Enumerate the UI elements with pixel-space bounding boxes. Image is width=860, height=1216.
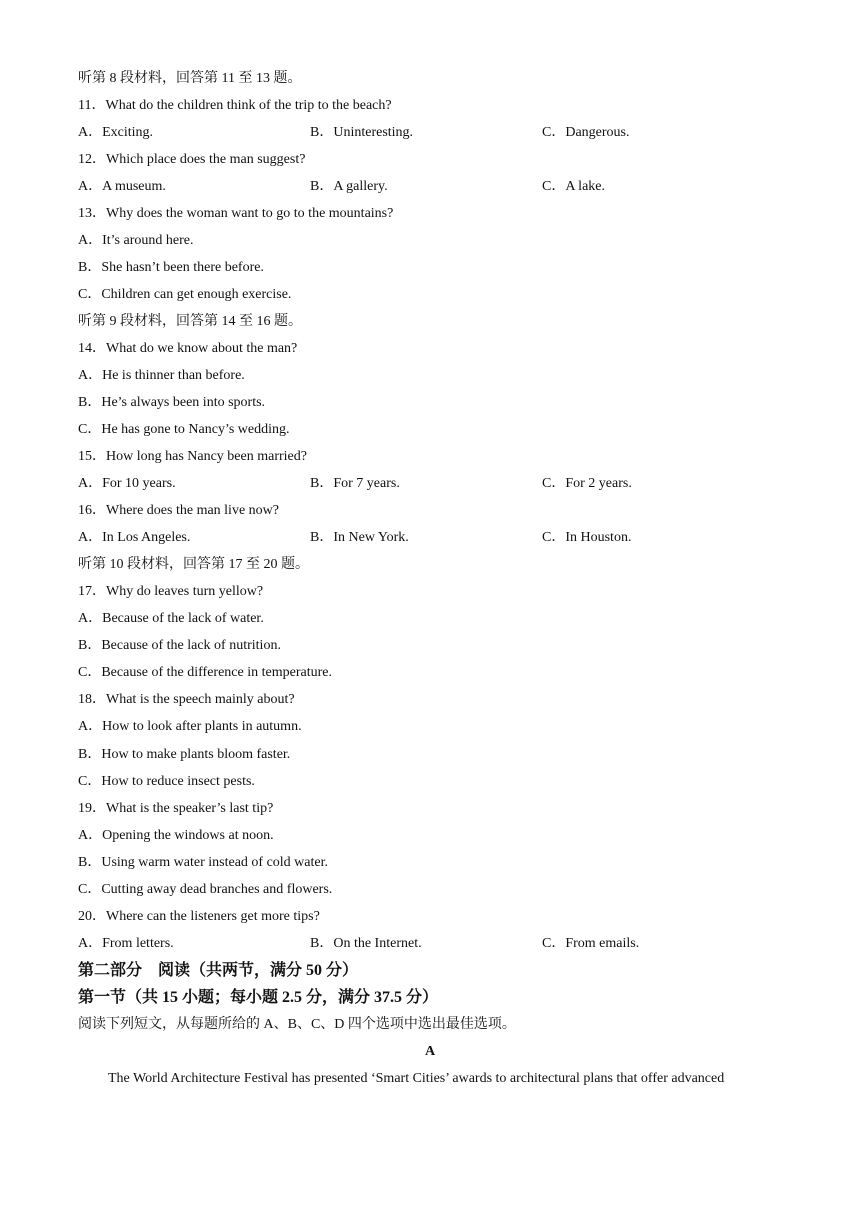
- section-10-intro: 听第 10 段材料，回答第 17 至 20 题。: [78, 557, 309, 572]
- question-13-option-c: C．Children can get enough exercise.: [78, 287, 292, 302]
- reading-instructions: 阅读下列短文，从每题所给的 A、B、C、D 四个选项中选出最佳选项。: [78, 1017, 516, 1032]
- question-15-option-a: A．For 10 years.: [78, 476, 176, 491]
- question-20-option-c: C．From emails.: [542, 936, 640, 951]
- question-12-option-c: C．A lake.: [542, 179, 605, 194]
- question-18-option-c: C．How to reduce insect pests.: [78, 774, 255, 789]
- question-18-stem: 18．What is the speech mainly about?: [78, 692, 295, 707]
- question-11-option-b: B．Uninteresting.: [310, 125, 414, 140]
- question-19-option-c: C．Cutting away dead branches and flowers.: [78, 882, 333, 897]
- part-2-heading: 第二部分 阅读（共两节，满分 50 分）: [78, 962, 359, 979]
- question-20-option-b: B．On the Internet.: [310, 936, 422, 951]
- question-16-option-b: B．In New York.: [310, 530, 409, 545]
- question-13-option-b: B．She hasn’t been there before.: [78, 260, 264, 275]
- question-19-option-b: B．Using warm water instead of cold water.: [78, 855, 328, 870]
- question-17-stem: 17．Why do leaves turn yellow?: [78, 584, 264, 599]
- question-17-option-c: C．Because of the difference in temperature.: [78, 665, 332, 680]
- question-13-option-a: A．It’s around here.: [78, 233, 194, 248]
- section-8-intro: 听第 8 段材料，回答第 11 至 13 题。: [78, 71, 302, 86]
- question-18-option-b: B．How to make plants bloom faster.: [78, 747, 291, 762]
- question-19-stem: 19．What is the speaker’s last tip?: [78, 801, 274, 816]
- question-15-option-b: B．For 7 years.: [310, 476, 400, 491]
- question-11-stem: 11．What do the children think of the trip to the beach?: [78, 98, 392, 113]
- question-18-option-a: A．How to look after plants in autumn.: [78, 719, 302, 734]
- question-15-option-c: C．For 2 years.: [542, 476, 632, 491]
- question-12-option-a: A．A museum.: [78, 179, 166, 194]
- section-9-intro: 听第 9 段材料，回答第 14 至 16 题。: [78, 314, 302, 329]
- passage-label: A: [424, 1044, 436, 1059]
- question-12-option-b: B．A gallery.: [310, 179, 388, 194]
- question-20-stem: 20．Where can the listeners get more tips?: [78, 909, 320, 924]
- question-14-stem: 14．What do we know about the man?: [78, 341, 298, 356]
- section-1-heading: 第一节（共 15 小题；每小题 2.5 分，满分 37.5 分）: [78, 989, 439, 1006]
- question-16-stem: 16．Where does the man live now?: [78, 503, 279, 518]
- question-12-stem: 12．Which place does the man suggest?: [78, 152, 306, 167]
- question-17-option-b: B．Because of the lack of nutrition.: [78, 638, 281, 653]
- question-17-option-a: A．Because of the lack of water.: [78, 611, 264, 626]
- question-20-option-a: A．From letters.: [78, 936, 174, 951]
- question-13-stem: 13．Why does the woman want to go to the mountains?: [78, 206, 394, 221]
- question-14-option-a: A．He is thinner than before.: [78, 368, 245, 383]
- question-16-option-a: A．In Los Angeles.: [78, 530, 191, 545]
- question-15-stem: 15．How long has Nancy been married?: [78, 449, 307, 464]
- question-14-option-b: B．He’s always been into sports.: [78, 395, 266, 410]
- question-16-option-c: C．In Houston.: [542, 530, 632, 545]
- question-19-option-a: A．Opening the windows at noon.: [78, 828, 274, 843]
- question-11-option-a: A．Exciting.: [78, 125, 154, 140]
- question-11-option-c: C．Dangerous.: [542, 125, 630, 140]
- passage-first-line: The World Architecture Festival has presented ‘Smart Cities’ awards to architectural plans that offer advanced: [108, 1071, 725, 1086]
- question-14-option-c: C．He has gone to Nancy’s wedding.: [78, 422, 290, 437]
